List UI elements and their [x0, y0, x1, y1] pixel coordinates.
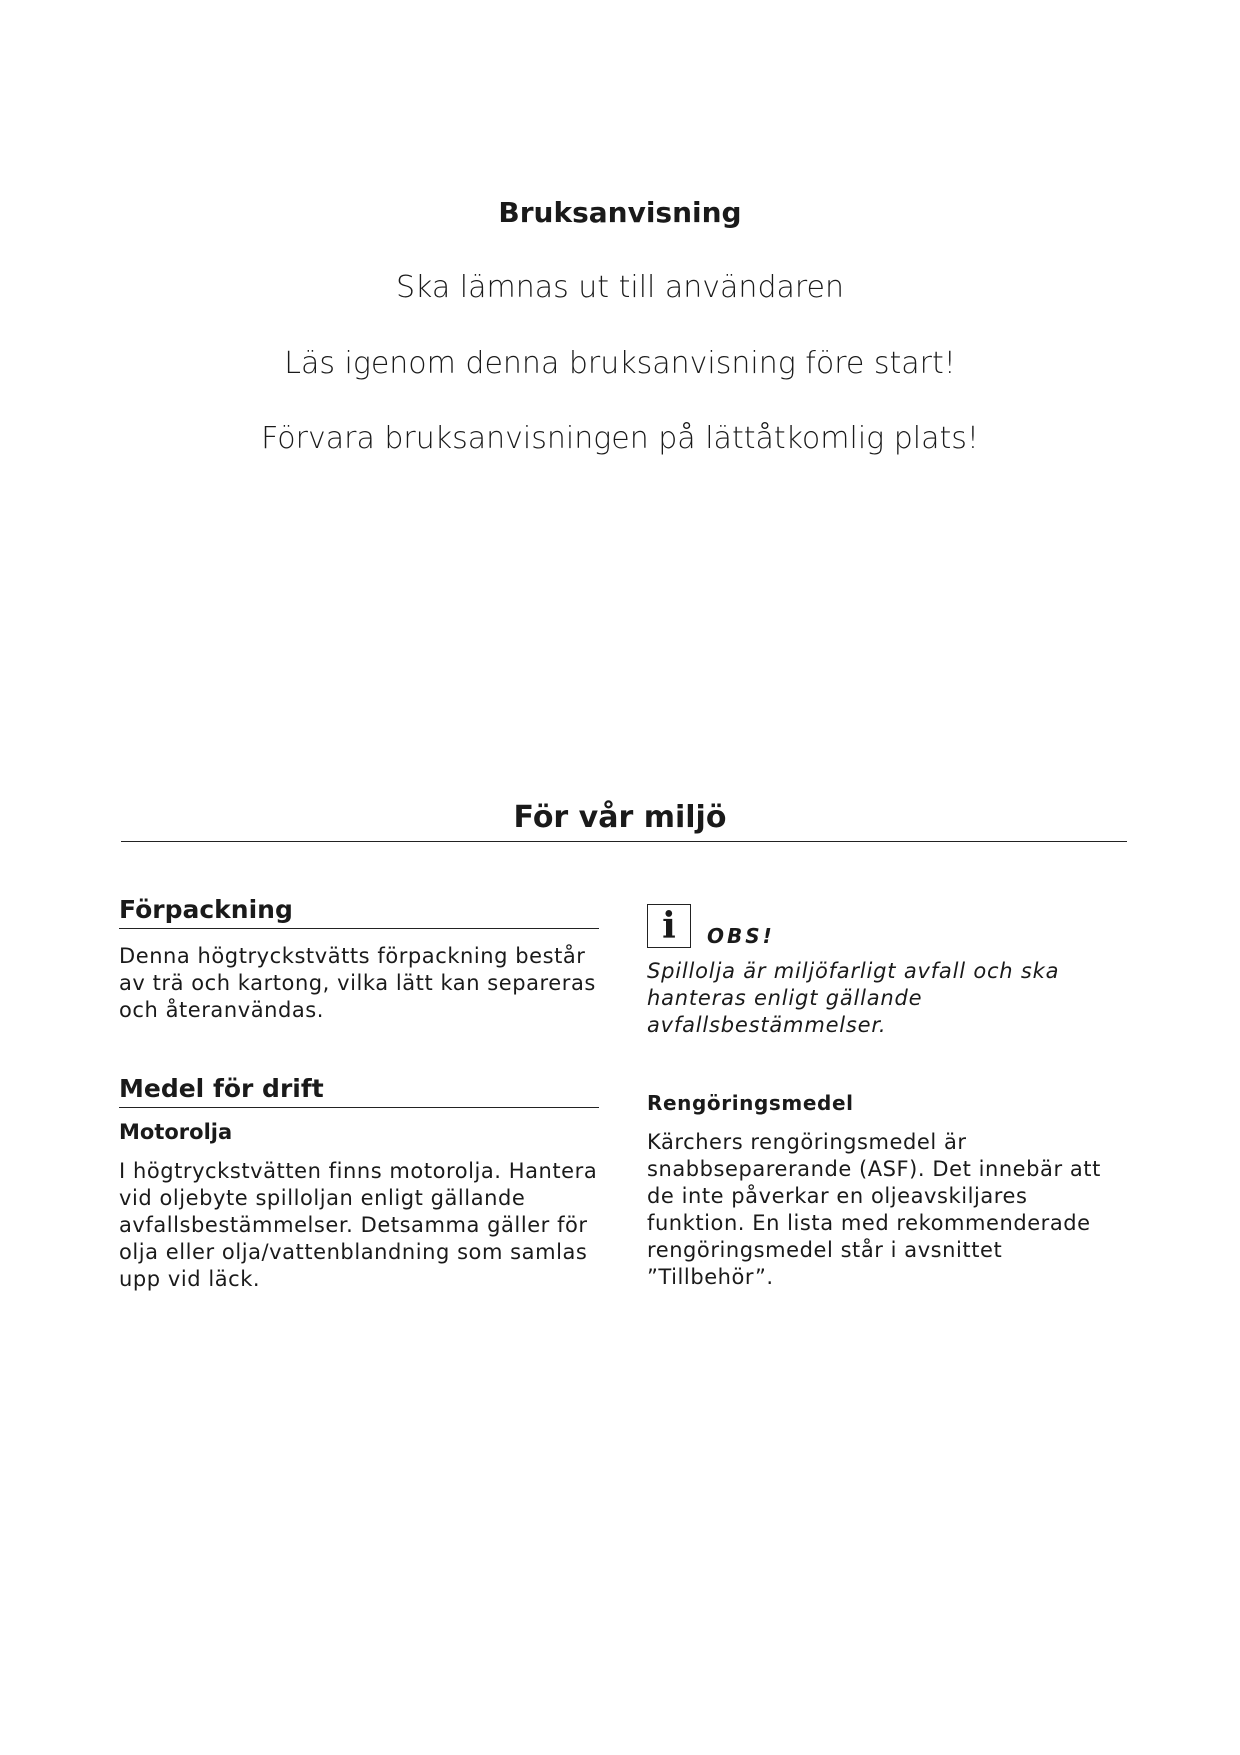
note-text: Spillolja är miljöfarligt avfall och ska hanteras enligt gällande avfallsbestämmelser. — [647, 959, 1060, 1037]
motor-oil-text: I högtryckstvätten finns motorolja. Hantera vid oljebyte spilloljan enligt gällande avfallsbestämmelser. Detsamma gäller för olja eller olja/vattenblandning som samlas upp vid läck. — [119, 1159, 598, 1291]
intro-line-handover: Ska lämnas ut till användaren — [395, 270, 845, 305]
cleaning-agent-text: Kärchers rengöringsmedel är snabbseparerande (ASF). Det innebär att de inte påverkar en oljeavskiljares funktion. En lista med rekommenderade rengöringsmedel står i avsnittet ”Tillbehör”. — [647, 1130, 1101, 1289]
right-column — [647, 902, 1127, 1291]
intro-line-read-before-start: Läs igenom denna bruksanvisning före start! — [284, 346, 956, 381]
note-header — [647, 902, 1127, 948]
packaging-text: Denna högtryckstvätts förpackning består av trä och kartong, vilka lätt kan separeras och återanvändas. — [119, 944, 596, 1022]
motor-oil-subheading: Motorolja — [119, 1120, 233, 1144]
operating-heading: Medel för drift — [119, 1074, 599, 1108]
cleaning-agent-heading: Rengöringsmedel — [647, 1091, 854, 1115]
section-title: För vår miljö — [513, 800, 727, 835]
document-title: Bruksanvisning — [498, 196, 742, 229]
section-divider — [121, 841, 1127, 842]
intro-line-storage: Förvara bruksanvisningen på lättåtkomlig plats! — [261, 421, 979, 456]
info-icon: i — [647, 904, 691, 948]
left-column — [119, 895, 599, 1293]
packaging-heading: Förpackning — [119, 895, 599, 929]
note-label: OBS! — [707, 924, 775, 948]
